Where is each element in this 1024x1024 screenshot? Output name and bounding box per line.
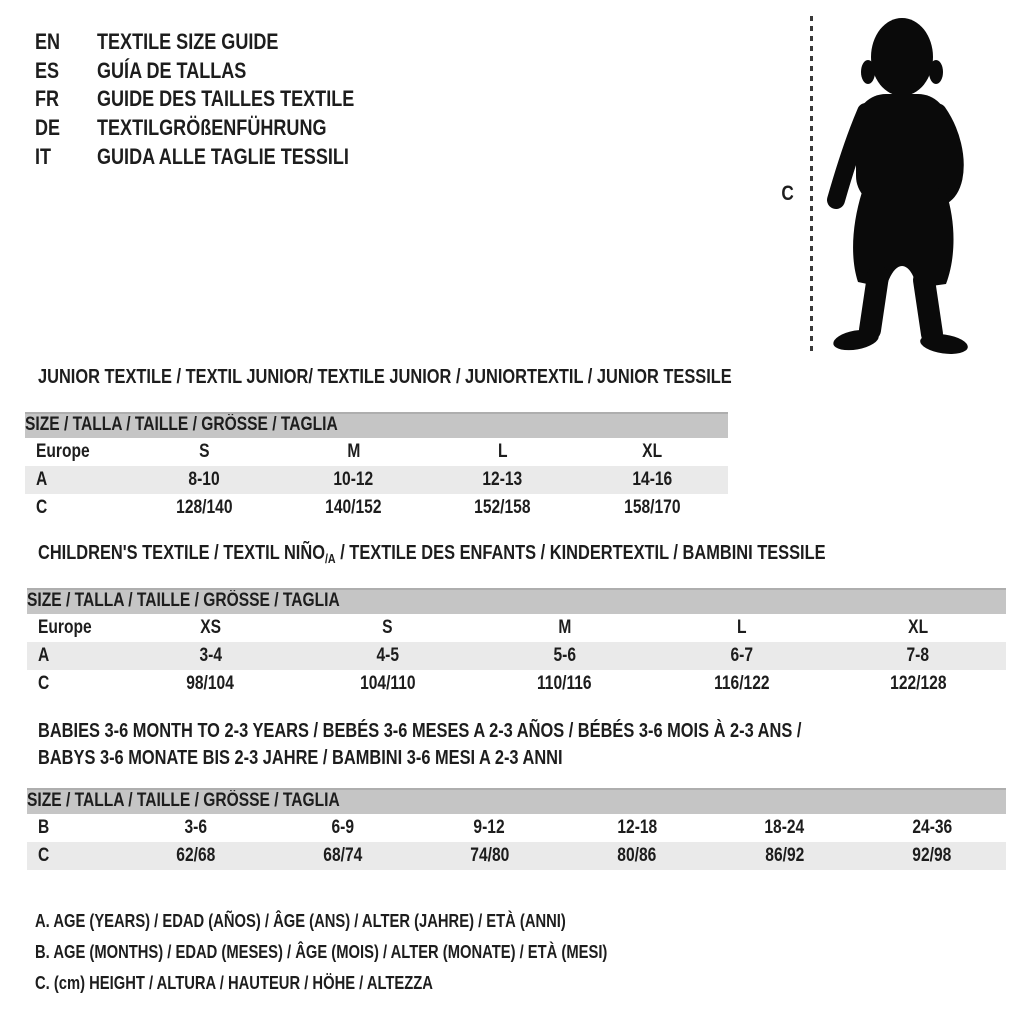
row-label: Europe [38,617,92,638]
table-row-height [27,670,1006,698]
language-title: GUIDE DES TAILLES TEXTILE [97,86,355,112]
size-cell: M [558,617,571,638]
footnote-c [35,968,733,999]
language-title: TEXTILGRÖßENFÜHRUNG [97,115,327,141]
footnote-b [35,937,733,968]
row-label: A [36,469,48,490]
footnote-c-text: C. (cm) HEIGHT / ALTURA / HAUTEUR / HÖHE / ALTEZZA [35,973,433,993]
size-cell: M [347,441,360,462]
size-cell: 140/152 [325,497,382,518]
language-row-de [35,114,411,143]
children-table-title [38,540,998,572]
size-cell: 62/68 [175,845,215,866]
size-cell: 10-12 [333,469,374,490]
size-cell: 8-10 [188,469,221,490]
footnotes [35,906,733,999]
children-table-title-text [38,540,826,572]
table-row-height [27,842,1006,870]
size-cell: 12-18 [617,817,657,838]
size-cell: 104/110 [359,673,416,694]
row-label: Europe [36,441,90,462]
footnote-a [35,906,733,937]
size-cell: L [497,441,508,462]
babies-size-table [27,788,1006,870]
row-label: C [38,845,50,866]
language-row-fr [35,85,411,114]
size-header-text: SIZE / TALLA / TAILLE / GRÖSSE / TAGLIA [27,790,340,811]
junior-table-title-text: JUNIOR TEXTILE / TEXTIL JUNIOR/ TEXTILE JUNIOR / JUNIORTEXTIL / JUNIOR TESSILE [38,366,732,388]
size-cell: XL [642,441,663,462]
size-cell: 7-8 [906,645,930,666]
footnote-a-text: A. AGE (YEARS) / EDAD (AÑOS) / ÂGE (ANS) / ALTER (JAHRE) / ETÀ (ANNI) [35,911,566,931]
size-cell: 98/104 [186,673,235,694]
table-row-age [27,642,1006,670]
children-title-sub: /A [324,551,336,566]
table-row-height [25,494,728,522]
babies-title-line2: BABYS 3-6 MONATE BIS 2-3 JAHRE / BAMBINI 3-6 MESI A 2-3 ANNI [38,747,563,769]
table-row-europe [25,438,728,466]
language-code: DE [35,115,61,141]
table-row-europe [27,614,1006,642]
size-cell: 9-12 [473,817,506,838]
height-marker-label [780,182,795,206]
language-row-en [35,28,411,57]
size-cell: 158/170 [624,497,681,518]
size-header-text: SIZE / TALLA / TAILLE / GRÖSSE / TAGLIA [27,590,340,611]
language-row-es [35,57,411,86]
babies-table-title [38,718,969,772]
size-cell: 18-24 [764,817,805,838]
table-row-age [25,466,728,494]
size-cell: XS [200,617,221,638]
size-cell: L [736,617,747,638]
toddler-silhouette-icon [820,10,980,355]
size-header-text: SIZE / TALLA / TAILLE / GRÖSSE / TAGLIA [25,414,338,435]
size-cell: 86/92 [764,845,804,866]
row-label: A [38,645,50,666]
size-header-bar [25,412,728,438]
size-cell: 152/158 [474,497,531,518]
size-cell: 92/98 [912,845,952,866]
language-code: IT [35,143,52,169]
children-title-pre: CHILDREN'S TEXTILE / TEXTIL NIÑO [38,542,325,564]
size-cell: S [199,441,210,462]
language-header [35,28,411,171]
size-cell: 6-7 [730,645,753,666]
size-cell: 122/128 [889,673,947,694]
size-cell: 3-6 [184,817,207,838]
junior-size-table [25,412,728,522]
language-title: GUIDA ALLE TAGLIE TESSILI [97,143,349,169]
language-code: ES [35,57,60,83]
row-label: C [38,673,50,694]
row-label: C [36,497,48,518]
size-cell: 12-13 [482,469,523,490]
row-label: B [38,817,50,838]
footnote-b-text: B. AGE (MONTHS) / EDAD (MESES) / ÂGE (MOIS) / ALTER (MONATE) / ETÀ (MESI) [35,942,608,962]
junior-table-title [38,364,884,391]
size-cell: 6-9 [331,817,354,838]
size-cell: XL [908,617,928,638]
children-title-post: / TEXTILE DES ENFANTS / KINDERTEXTIL / BAMBINI TESSILE [335,542,826,564]
language-row-it [35,142,411,171]
size-header-bar [27,788,1006,814]
size-cell: 116/122 [713,673,770,694]
size-cell: 24-36 [912,817,952,838]
table-row-months [27,814,1006,842]
babies-title-line1: BABIES 3-6 MONTH TO 2-3 YEARS / BEBÉS 3-6 MESES A 2-3 AÑOS / BÉBÉS 3-6 MOIS À 2-3 ANS / [38,720,802,742]
language-title: TEXTILE SIZE GUIDE [97,29,279,55]
children-size-table [27,588,1006,698]
size-cell: 14-16 [632,469,673,490]
language-code: FR [35,86,60,112]
language-title: GUÍA DE TALLAS [97,57,247,83]
size-cell: 4-5 [376,645,399,666]
height-marker-text: C [781,182,794,205]
size-cell: 68/74 [322,845,362,866]
height-dotted-line [810,16,813,354]
size-cell: 3-4 [199,645,222,666]
size-cell: S [382,617,393,638]
size-cell: 128/140 [176,497,233,518]
size-cell: 74/80 [469,845,509,866]
language-code: EN [35,29,61,55]
size-header-bar [27,588,1006,614]
size-cell: 5-6 [553,645,576,666]
size-cell: 80/86 [617,845,657,866]
size-cell: 110/116 [537,673,592,694]
